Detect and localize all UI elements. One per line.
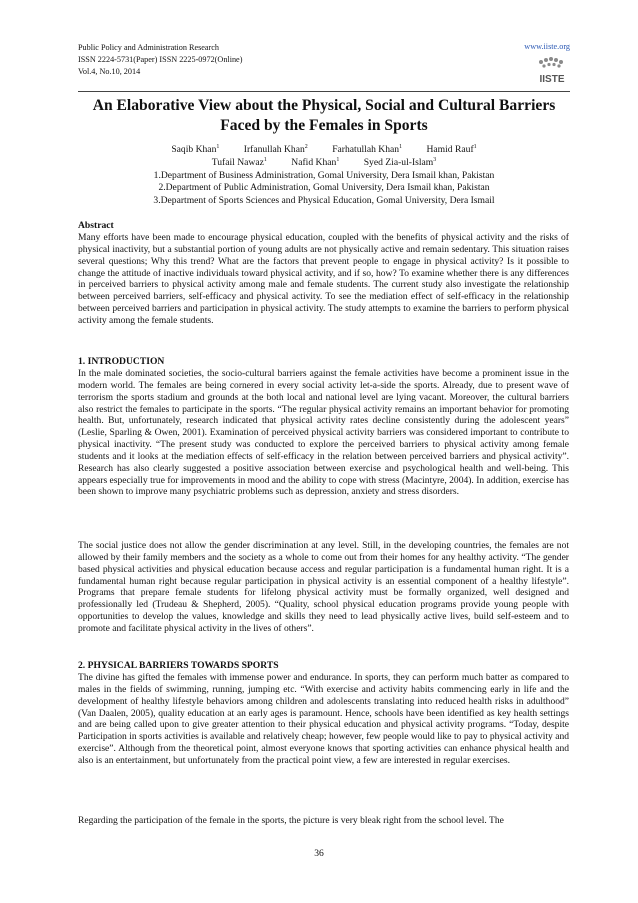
paper-title: An Elaborative View about the Physical, Social and Cultural Barriers Faced by the Females in Sports: [92, 97, 556, 134]
author: Nafid Khan$^1$: [291, 156, 340, 168]
section-heading-physical-barriers: 2. PHYSICAL BARRIERS TOWARDS SPORTS: [78, 660, 279, 671]
section-heading-introduction: 1. INTRODUCTION: [78, 356, 165, 367]
authors-line-2: [78, 157, 570, 169]
journal-url-link[interactable]: www.iiste.org: [524, 42, 570, 51]
author: Irfanullah Khan$^2$: [243, 143, 308, 155]
physical-barriers-paragraph-1: The divine has gifted the females with immense power and endurance. In sports, they can perform much batter as compared to males in the fields of swimming, running, jumping etc. “With exercise and activity habits commencing early in life and the development of healthy lifestyle behaviors among children and adolescents translating into reduced health risks in adulthood” (Van Daalen, 2005), quality education at an early ages is paramount. Hence, schools have been identified as key health settings and are being called upon to give greater attention to their physical education and physical activity programs. “Today, despite Participation in sports activities is available and relatively cheap; however, few people would like to pay to physical activity and exercise”. Although from the theoretical point, almost everyone knows that sporting activities can enhance physical health and also is an entertainment, but unfortunately from the practical point view, a few are interested in regular exercises.: [78, 672, 569, 766]
affiliation: 1.Department of Business Administration, Gomal University, Dera Ismail khan, Pakistan: [153, 170, 495, 181]
journal-name: Public Policy and Administration Research: [78, 43, 219, 52]
iiste-logo-icon: [535, 56, 569, 88]
abstract-heading: Abstract: [78, 220, 114, 231]
affiliation: 2.Department of Public Administration, Gomal University, Dera Ismail khan, Pakistan: [158, 182, 490, 193]
author: Hamid Rauf$^1$: [426, 143, 477, 155]
volume-line: Vol.4, No.10, 2014: [78, 67, 141, 76]
author: Tufail Nawaz$^1$: [211, 156, 267, 168]
header-divider: [78, 91, 570, 92]
author: Farhatullah Khan$^1$: [332, 143, 403, 155]
affiliation: 3.Department of Sports Sciences and Physical Education, Gomal University, Dera Ismail: [153, 195, 495, 206]
abstract-text: Many efforts have been made to encourage physical education, coupled with the benefits of physical activity and the risks of physical inactivity, but a substantial portion of young adults are not physically active and remain sedentary. This situation raises several questions; Why this trend? What are the factors that prevent people to engage in physical activity? Is it possible to change the attitude of inactive individuals toward physical activity, and if so, how? To examine whether there is any differences in perceived barriers to physical activity among male and female students. The current study also investigate the relationship between perceived barriers, self-efficacy and physical activity. To see the mediation effect of self-efficacy in the relationship between perceived barriers and participation in physical activity. The study attempts to examine the barriers to perform physical activity among the female students.: [78, 232, 569, 326]
physical-barriers-paragraph-2: Regarding the participation of the female in the sports, the picture is very bleak right from the school level. The: [78, 815, 504, 826]
authors-line-1: [78, 144, 570, 156]
page-number: 36: [314, 848, 324, 859]
introduction-paragraph-2: The social justice does not allow the gender discrimination at any level. Still, in the developing countries, the females are not allowed by their family members and the society as a whole to come out from their homes for any healthy activity. “The gender based physical activities and physical education because access and regular participation is a fundamental human right. It is a fundamental human right because regular participation in physical activity is an essential component of a healthy lifestyle”. Programs that prepare female students for lifelong physical activity must be formally organized, well designed and professionally led (Trudeau & Shepherd, 2005). “Quality, school physical education programs provide young people with opportunities to develop the values, knowledge and skills they need to lead physically active lives, build self-esteem and to promote and facilitate physical activity in the lives of others”.: [78, 540, 569, 634]
author: Syed Zia-ul-Islam$^3$: [363, 156, 437, 168]
author: Saqib Khan$^1$: [171, 143, 220, 155]
logo-text: IISTE: [539, 74, 565, 85]
introduction-paragraph-1: In the male dominated societies, the socio-cultural barriers against the female activities have become a prominent issue in the modern world. The females are being cornered in every social activity let-a-side the sports. Already, due to present wave of terrorism the sports stadium and grounds at the both local and national level are lying vacant. Moreover, the cultural barriers also restrict the females to participate in the sports. “The regular physical activity remains an important behavior for promoting health. But, unfortunately, research indicated that physical activity rates decline consistently during the adolescent years” (Leslie, Sparling & Owen, 2001). Examination of perceived physical activity barriers was considered important to contribute to physical inactivity. “The present study was conducted to explore the perceived barriers to physical activity among female students and it looks at the mediation effects of self-efficacy in the relation between perceived barriers and physical activity”. Research has also clearly suggested a positive association between exercise and psychological health and well-being. This appears especially true for improvements in mood and the ability to cope with stress (Macintyre, 2004). In addition, exercise has been shown to improve many psychiatric problems such as depression, anxiety and stress disorders.: [78, 368, 569, 498]
issn-line: ISSN 2224-5731(Paper) ISSN 2225-0972(Online): [78, 55, 243, 64]
